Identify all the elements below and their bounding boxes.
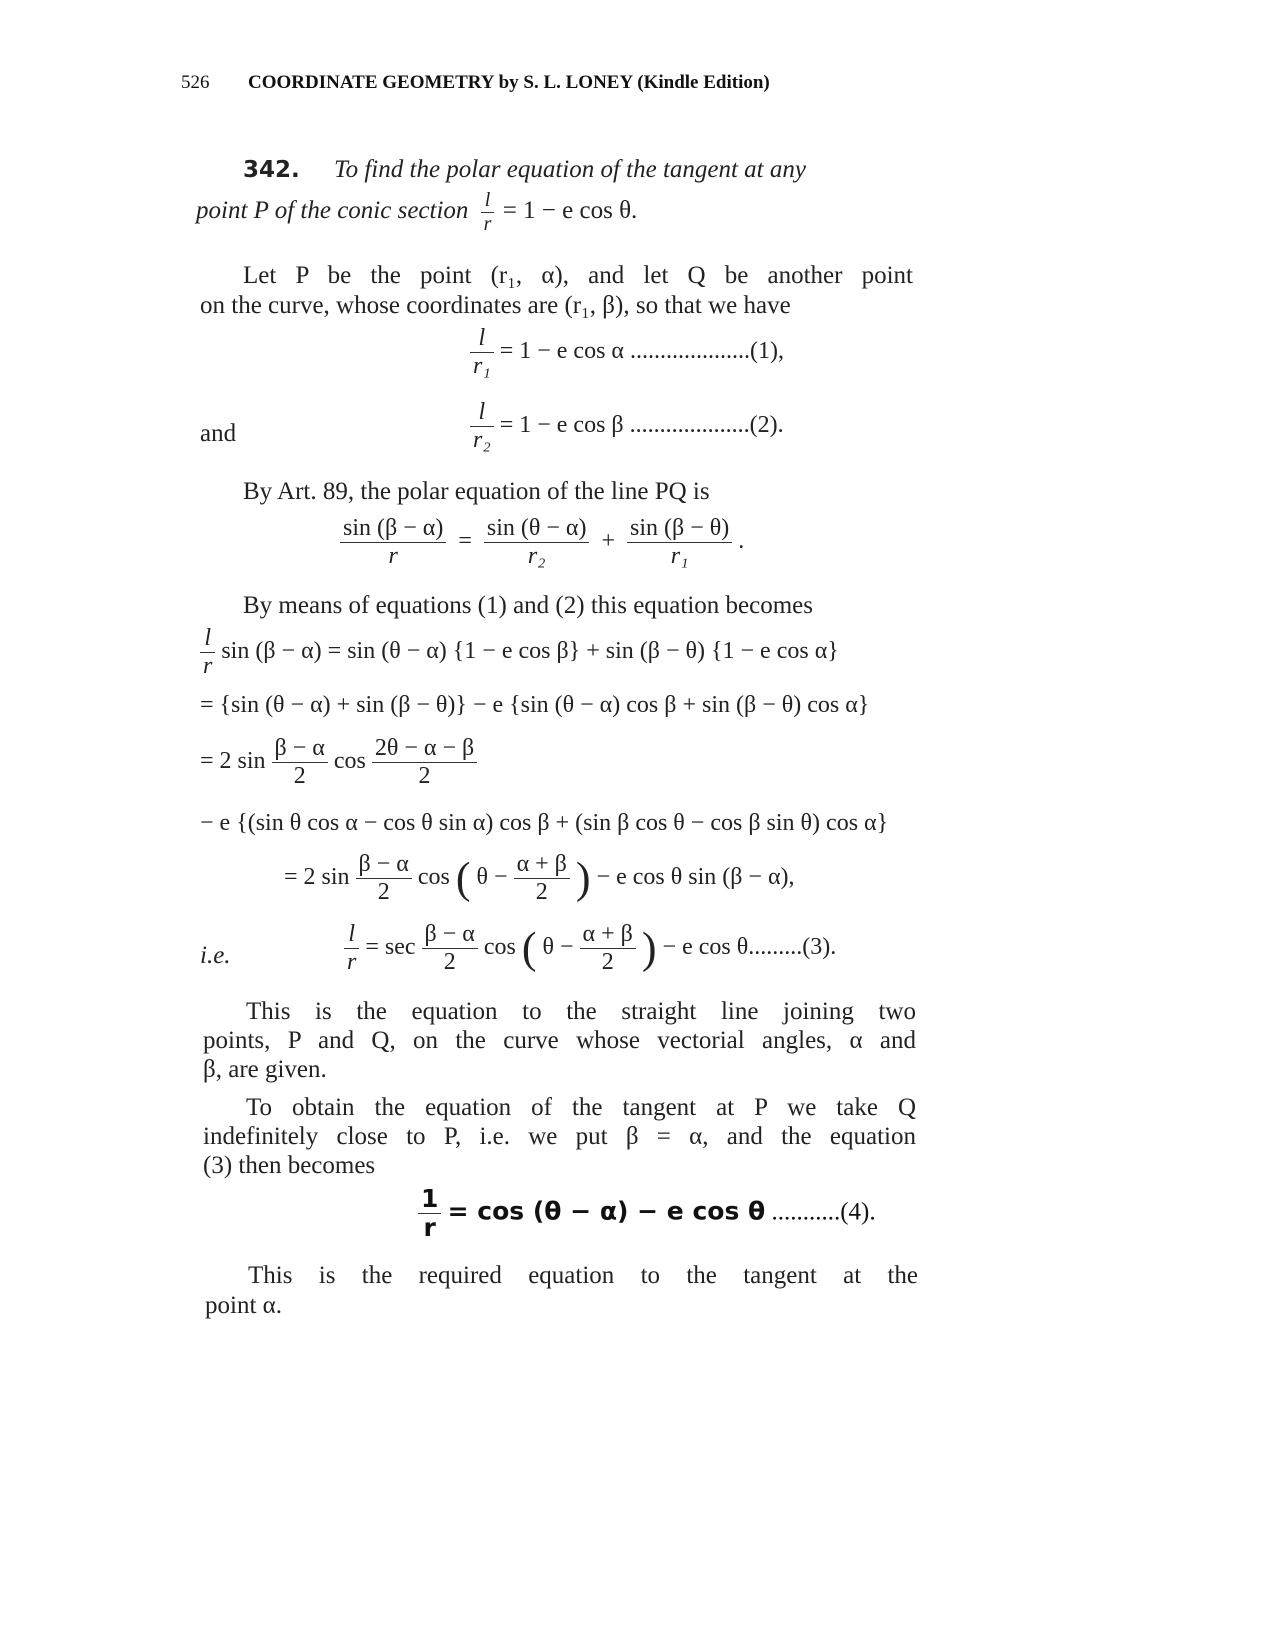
line-c-frac2 <box>372 736 477 789</box>
eq3-frac2 <box>580 922 636 975</box>
pq-lhs-den: r <box>388 543 398 570</box>
pq-lhs <box>340 516 446 569</box>
line-e-frac1 <box>356 852 412 905</box>
line-c-den1: 2 <box>293 763 306 790</box>
eq3-suffix: − e cos θ.........(3). <box>662 934 837 961</box>
line-e-theta-minus: θ − <box>476 864 508 891</box>
eq1-rhs: = 1 − e cos α ....................(1), <box>499 338 784 365</box>
para3: By means of equations (1) and (2) this equation becomes <box>243 592 813 619</box>
line-e-cos: cos <box>417 864 450 891</box>
line-e-rparen: ) <box>575 853 591 903</box>
line-e-den2: 2 <box>535 879 548 906</box>
line-c-num2: 2θ − α − β <box>372 736 477 763</box>
eq3-lparen: ( <box>521 923 537 973</box>
line-c-den2: 2 <box>418 763 431 790</box>
eq4-den: r <box>423 1213 436 1243</box>
eq3-num1: β − α <box>422 922 478 949</box>
para1-line1: Let P be the point (r₁, α), and let Q be another point <box>243 262 913 289</box>
para1-line2: on the curve, whose coordinates are (r₁, β), so that we have <box>200 292 791 319</box>
eq3-den: r <box>347 949 357 976</box>
line-a-fraction <box>200 626 215 679</box>
heading-line2-prefix: point P of the conic section <box>196 197 469 225</box>
eq4-fraction <box>418 1186 441 1242</box>
eq2-num: l <box>470 400 494 427</box>
eq3-fraction <box>344 922 359 975</box>
and-label: and <box>200 420 237 447</box>
eq3-rparen: ) <box>641 923 657 973</box>
equation-2 <box>470 400 784 453</box>
article-heading-text: To find the polar equation of the tangent at any <box>334 156 806 183</box>
line-c-num1: β − α <box>272 736 328 763</box>
eq3-den1: 2 <box>443 949 456 976</box>
line-a-rhs: sin (β − α) = sin (θ − α) {1 − e cos β} + sin (β − θ) {1 − e cos α} <box>221 638 839 665</box>
heading-frac-num: l <box>481 190 495 213</box>
eq4-num: 1 <box>418 1186 441 1214</box>
derivation-line-a <box>200 626 839 679</box>
line-e-num1: β − α <box>356 852 412 879</box>
line-e-suffix: − e cos θ sin (β − α), <box>596 864 795 891</box>
derivation-line-d: − e {(sin θ cos α − cos θ sin α) cos β + (sin β cos θ − cos β sin θ) cos α} <box>200 810 889 836</box>
ie-label: i.e. <box>200 942 231 969</box>
pq-equation <box>340 516 744 569</box>
derivation-line-b: = {sin (θ − α) + sin (β − θ)} − e {sin (θ − α) cos β + sin (β − θ) cos α} <box>200 692 870 718</box>
equation-4 <box>418 1186 876 1242</box>
para2: By Art. 89, the polar equation of the line PQ is <box>243 478 710 505</box>
pq-period: . <box>738 528 745 555</box>
line-a-den: r <box>203 653 213 680</box>
line-c-frac1 <box>272 736 328 789</box>
eq2-rhs: = 1 − e cos β ....................(2). <box>499 412 784 439</box>
line-e-prefix: = 2 sin <box>284 864 350 891</box>
para5-line3: (3) then becomes <box>203 1152 376 1179</box>
eq3-num: l <box>344 922 359 949</box>
line-a-num: l <box>200 626 215 653</box>
line-e-frac2 <box>514 852 570 905</box>
pq-rhs <box>627 516 732 569</box>
eq3-theta-minus: θ − <box>542 934 574 961</box>
para4-line2: points, P and Q, on the curve whose vectorial angles, α and <box>203 1027 916 1054</box>
para4-line1: This is the equation to the straight line joining two <box>246 998 916 1025</box>
pq-lhs-num: sin (β − α) <box>340 516 446 543</box>
eq2-fraction <box>470 400 494 453</box>
para5-line1: To obtain the equation of the tangent at P we take Q <box>246 1094 916 1121</box>
article-heading-line2 <box>196 190 637 235</box>
page-number: 526 <box>181 72 210 93</box>
pq-eq-sign: = <box>458 528 472 555</box>
para6-line1: This is the required equation to the tangent at the <box>248 1262 918 1289</box>
line-e-lparen: ( <box>455 853 471 903</box>
pq-mid-num: sin (θ − α) <box>484 516 590 543</box>
para4-line3: β, are given. <box>203 1056 327 1083</box>
pq-rhs-num: sin (β − θ) <box>627 516 732 543</box>
pq-plus-sign: + <box>601 528 616 555</box>
eq1-num: l <box>470 326 494 353</box>
line-e-den1: 2 <box>377 879 390 906</box>
equation-3 <box>344 922 836 975</box>
eq4-rhs: = cos (θ − α) − e cos θ <box>447 1196 766 1226</box>
line-c-cos: cos <box>333 748 366 775</box>
eq2-den: r₂ <box>473 427 491 454</box>
article-number: 342. <box>243 157 300 183</box>
line-c-prefix: = 2 sin <box>200 748 266 775</box>
pq-mid <box>484 516 590 569</box>
pq-rhs-den: r₁ <box>670 543 689 570</box>
derivation-line-e <box>284 852 795 905</box>
pq-mid-den: r₂ <box>527 543 546 570</box>
para5-line2: indefinitely close to P, i.e. we put β = α, and the equation <box>203 1123 916 1150</box>
heading-fraction <box>481 190 495 235</box>
eq3-cos: cos <box>483 934 516 961</box>
eq1-fraction <box>470 326 494 379</box>
eq3-num2: α + β <box>580 922 636 949</box>
eq3-frac1 <box>422 922 478 975</box>
running-title: COORDINATE GEOMETRY by S. L. LONEY (Kindle Edition) <box>248 72 770 93</box>
heading-frac-den: r <box>483 213 492 235</box>
derivation-line-c <box>200 736 477 789</box>
article-heading-line1 <box>243 156 806 184</box>
eq3-den2: 2 <box>601 949 614 976</box>
equation-1 <box>470 326 784 379</box>
eq1-den: r₁ <box>473 353 491 380</box>
eq3-sec: = sec <box>365 934 416 961</box>
para6-line2: point α. <box>205 1292 282 1319</box>
line-e-num2: α + β <box>514 852 570 879</box>
heading-line2-suffix: = 1 − e cos θ. <box>502 197 638 225</box>
eq4-tag: ...........(4). <box>771 1198 876 1226</box>
